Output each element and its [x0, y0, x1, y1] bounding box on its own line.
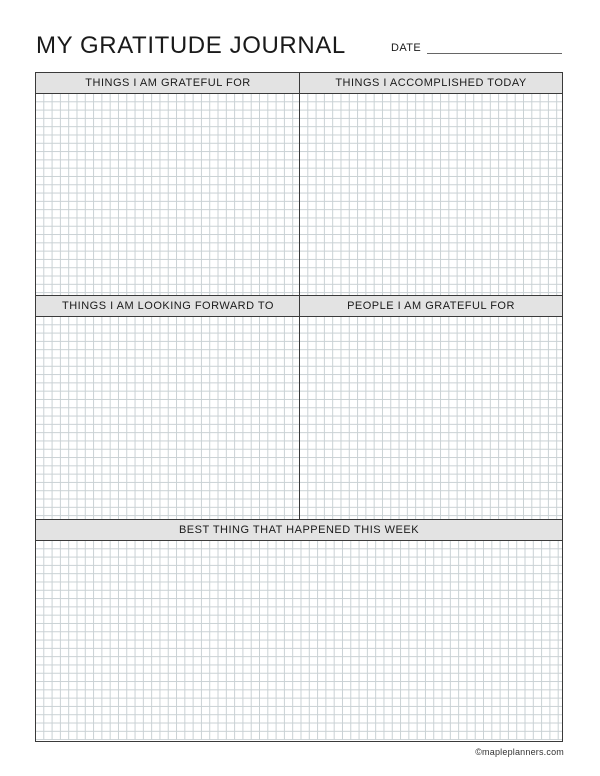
horizontal-divider-top — [36, 295, 562, 296]
horizontal-divider-bottom — [36, 519, 562, 520]
section-header-accomplished: THINGS I ACCOMPLISHED TODAY — [300, 73, 562, 94]
section-grateful-for — [36, 73, 300, 296]
section-header-looking-forward: THINGS I AM LOOKING FORWARD TO — [36, 296, 300, 317]
grateful-for-writing-area[interactable] — [36, 94, 300, 296]
vertical-divider — [299, 73, 300, 520]
date-label: DATE — [391, 42, 422, 54]
looking-forward-writing-area[interactable] — [36, 317, 300, 520]
people-writing-area[interactable] — [300, 317, 562, 520]
date-field[interactable] — [427, 53, 562, 54]
section-accomplished — [300, 73, 562, 296]
best-thing-writing-area[interactable] — [36, 541, 562, 740]
section-header-grateful-for: THINGS I AM GRATEFUL FOR — [36, 73, 300, 94]
section-looking-forward — [36, 296, 300, 520]
copyright-footer: ©mapleplanners.com — [475, 747, 564, 757]
section-header-people: PEOPLE I AM GRATEFUL FOR — [300, 296, 562, 317]
section-best-thing — [36, 520, 562, 740]
page-title: MY GRATITUDE JOURNAL — [36, 32, 346, 59]
journal-sheet — [35, 72, 563, 742]
section-header-best-thing: BEST THING THAT HAPPENED THIS WEEK — [36, 520, 562, 541]
accomplished-writing-area[interactable] — [300, 94, 562, 296]
section-people — [300, 296, 562, 520]
